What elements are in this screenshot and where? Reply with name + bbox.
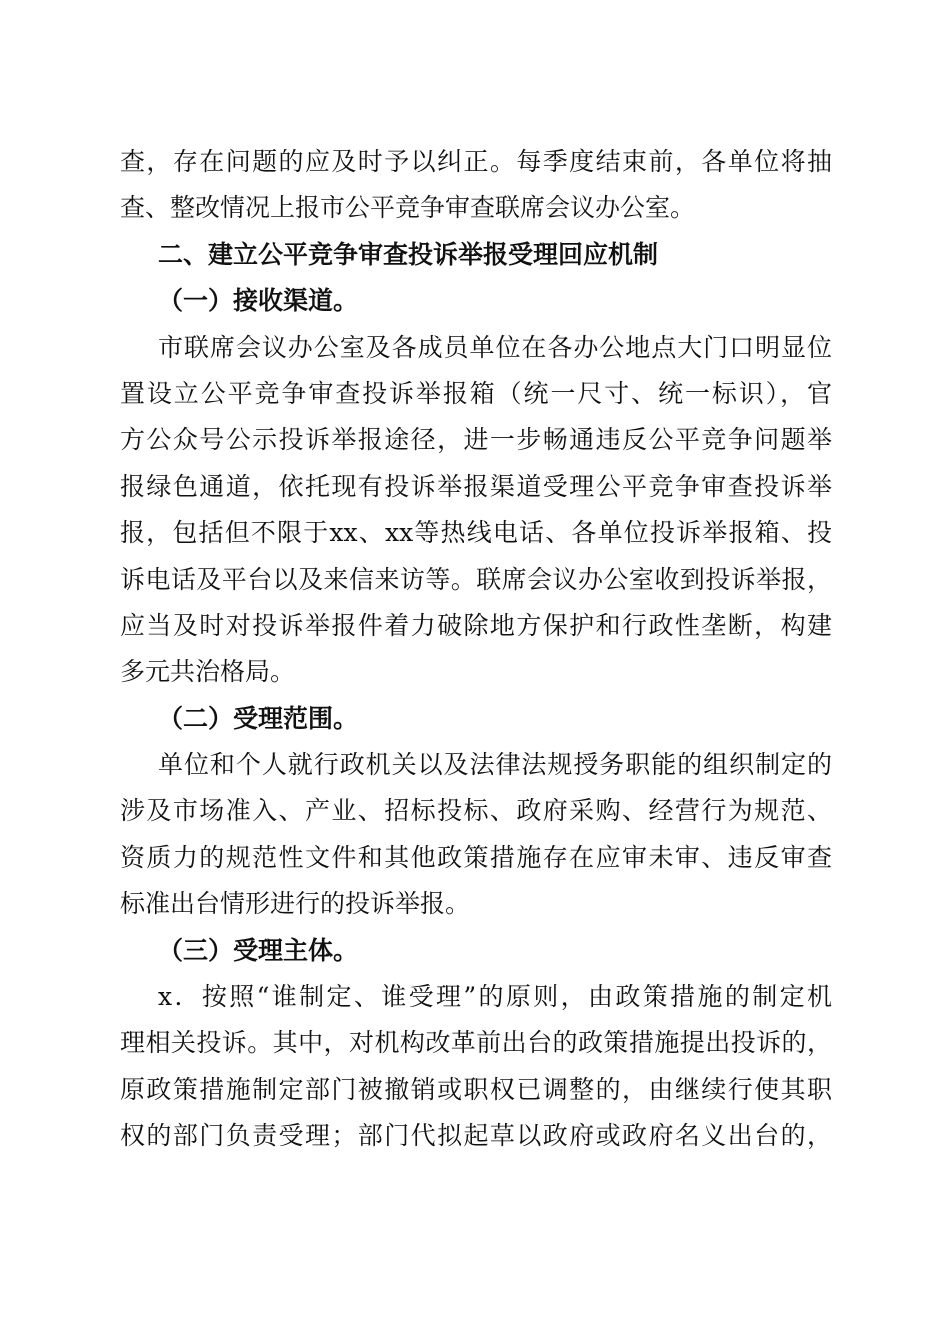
paragraph-line: 资质力的规范性文件和其他政策措施存在应审未审、违反审查 <box>120 842 832 872</box>
paragraph-line: 单位和个人就行政机关以及法律法规授务职能的组织制定的 <box>158 750 832 780</box>
paragraph-line: 应当及时对投诉举报件着力破除地方保护和行政性垄断，构建 <box>120 610 832 640</box>
paragraph-line: 多元共治格局。 <box>120 657 296 687</box>
document-body <box>120 139 832 1160</box>
paragraph-line: 涉及市场准入、产业、招标投标、政府采购、经营行为规范、 <box>120 796 832 826</box>
paragraph-line: 查，存在问题的应及时予以纠正。每季度结束前，各单位将抽 <box>120 147 832 176</box>
subsection-heading: （二）受理范围。 <box>158 703 359 733</box>
section-heading: 二、建立公平竞争审查投诉举报受理回应机制 <box>158 239 659 269</box>
paragraph-line: 查、整改情况上报市公平竞争审查联席会议办公室。 <box>120 193 696 223</box>
paragraph-line: 原政策措施制定部门被撤销或职权已调整的，由继续行使其职 <box>120 1074 832 1104</box>
paragraph-line: 报绿色通道，依托现有投诉举报渠道受理公平竞争审查投诉举 <box>120 471 832 501</box>
paragraph-line: 方公众号公示投诉举报途径，进一步畅通违反公平竞争问题举 <box>120 425 832 455</box>
paragraph-line: 市联席会议办公室及各成员单位在各办公地点大门口明显位 <box>158 332 832 362</box>
subsection-heading: （三）受理主体。 <box>158 935 359 965</box>
paragraph-line: 权的部门负责受理；部门代拟起草以政府或政府名义出台的， <box>120 1121 832 1151</box>
paragraph-line: x．按照“谁制定、谁受理”的原则，由政策措施的制定机 <box>158 982 832 1012</box>
paragraph-line: 置设立公平竞争审查投诉举报箱（统一尺寸、统一标识），官 <box>120 378 832 408</box>
paragraph-line: 理相关投诉。其中，对机构改革前出台的政策措施提出投诉的， <box>120 1028 832 1058</box>
subsection-heading: （一）接收渠道。 <box>158 286 359 316</box>
paragraph-line: 报，包括但不限于xx、xx等热线电话、各单位投诉举报箱、投 <box>120 518 832 548</box>
paragraph-line: 标准出台情形进行的投诉举报。 <box>120 889 471 919</box>
paragraph-line: 诉电话及平台以及来信来访等。联席会议办公室收到投诉举报， <box>120 564 832 594</box>
